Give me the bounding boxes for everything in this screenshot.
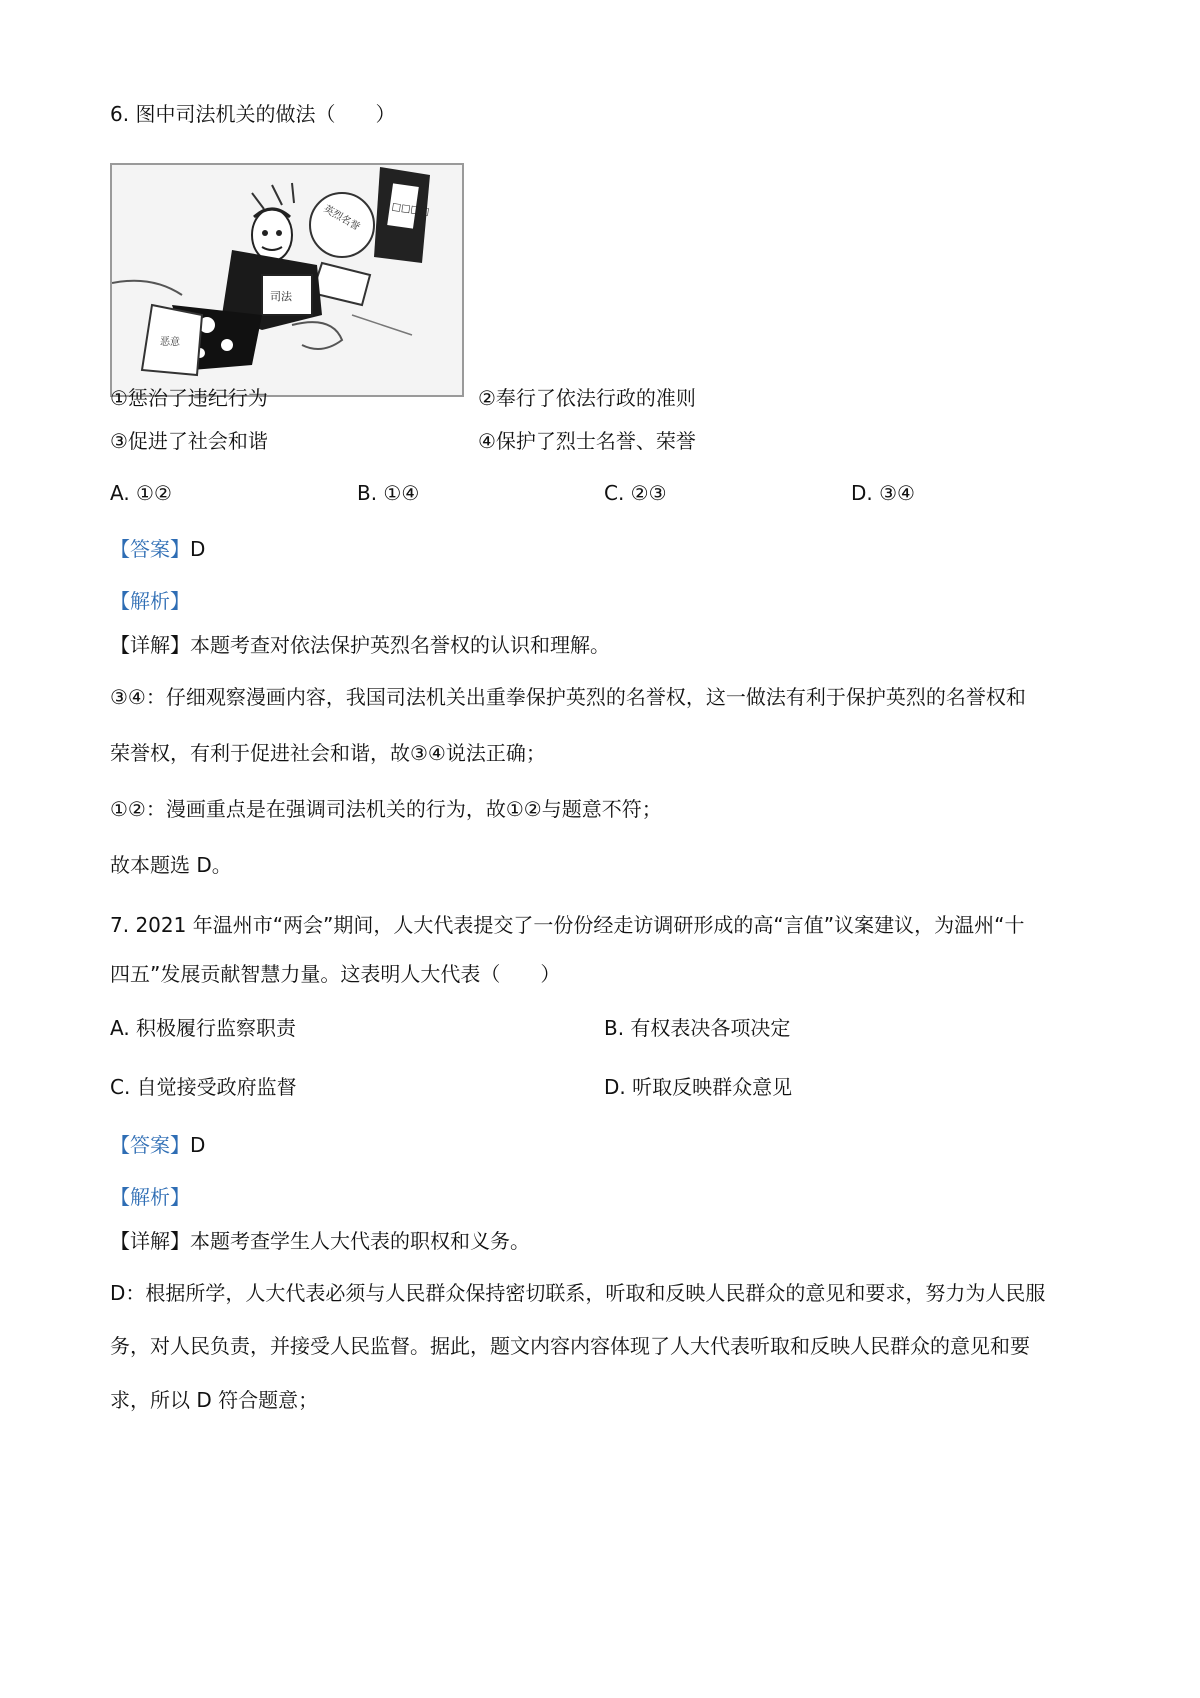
box-label: 恶意: [160, 337, 180, 348]
q6-answer: [110, 535, 205, 563]
q6-option-d: D. ③④: [851, 481, 915, 505]
q7-answer: [110, 1131, 205, 1159]
book-label: □□□□: [390, 201, 430, 218]
q7-explanation-line-2: 务，对人民负责，并接受人民监督。据此，题文内容内容体现了人大代表听取和反映人民群众的意见和要: [110, 1334, 1030, 1358]
q6-analysis-label: 【解析】: [110, 589, 190, 613]
q6-explanation-line-2: 荣誉权，有利于促进社会和谐，故③④说法正确；: [110, 741, 546, 765]
q7-option-d: D. 听取反映群众意见: [604, 1075, 793, 1099]
q6-option-b: B. ①④: [357, 481, 420, 505]
box-shape: [142, 305, 202, 375]
answer-label: 【答案】: [110, 537, 190, 561]
q7-detail: 【详解】本题考查学生人大代表的职权和义务。: [110, 1229, 530, 1253]
q6-detail: 【详解】本题考查对依法保护英烈名誉权的认识和理解。: [110, 633, 610, 657]
q6-explanation-2: ①②：漫画重点是在强调司法机关的行为，故①②与题意不符；: [110, 797, 662, 821]
q6-option-a: A. ①②: [110, 481, 172, 505]
q7-explanation-line-3: 求，所以 D 符合题意；: [110, 1388, 319, 1412]
q6-item-2: ②奉行了依法行政的准则: [478, 386, 696, 410]
q6-stem: 6. 图中司法机关的做法（ ）: [110, 102, 396, 126]
book-shape: [374, 167, 430, 263]
q7-explanation-line-1: D：根据所学，人大代表必须与人民群众保持密切联系，听取和反映人民群众的意见和要求，努力为人民服: [110, 1281, 1046, 1305]
q6-option-c: C. ②③: [604, 481, 667, 505]
answer-value: D: [190, 1133, 206, 1157]
q7-option-b: B. 有权表决各项决定: [604, 1016, 791, 1040]
q7-stem-line-1: 7. 2021 年温州市“两会”期间，人大代表提交了一份份经走访调研形成的高“言值”议案建议，为温州“十: [110, 913, 1025, 937]
arm-label: 司法: [270, 290, 292, 303]
q7-analysis-label: 【解析】: [110, 1185, 190, 1209]
q7-stem-line-2: 四五”发展贡献智慧力量。这表明人大代表（ ）: [110, 962, 561, 986]
answer-value: D: [190, 537, 206, 561]
head-figure: [310, 193, 374, 305]
cartoon-drawing: [112, 165, 462, 395]
q6-item-4: ④保护了烈士名誉、荣誉: [478, 429, 696, 453]
villain-face: [252, 209, 292, 261]
cartoon-image: [110, 163, 464, 397]
q7-option-a: A. 积极履行监察职责: [110, 1016, 297, 1040]
q7-option-c: C. 自觉接受政府监督: [110, 1075, 297, 1099]
q6-item-1: ①惩治了违纪行为: [110, 386, 268, 410]
answer-label: 【答案】: [110, 1133, 190, 1157]
q6-explanation-line-1: ③④：仔细观察漫画内容，我国司法机关出重拳保护英烈的名誉权，这一做法有利于保护英烈的名誉权和: [110, 685, 1026, 709]
head-label: 英烈名誉: [321, 203, 362, 234]
q6-conclusion: 故本题选 D。: [110, 853, 232, 877]
q6-item-3: ③促进了社会和谐: [110, 429, 268, 453]
